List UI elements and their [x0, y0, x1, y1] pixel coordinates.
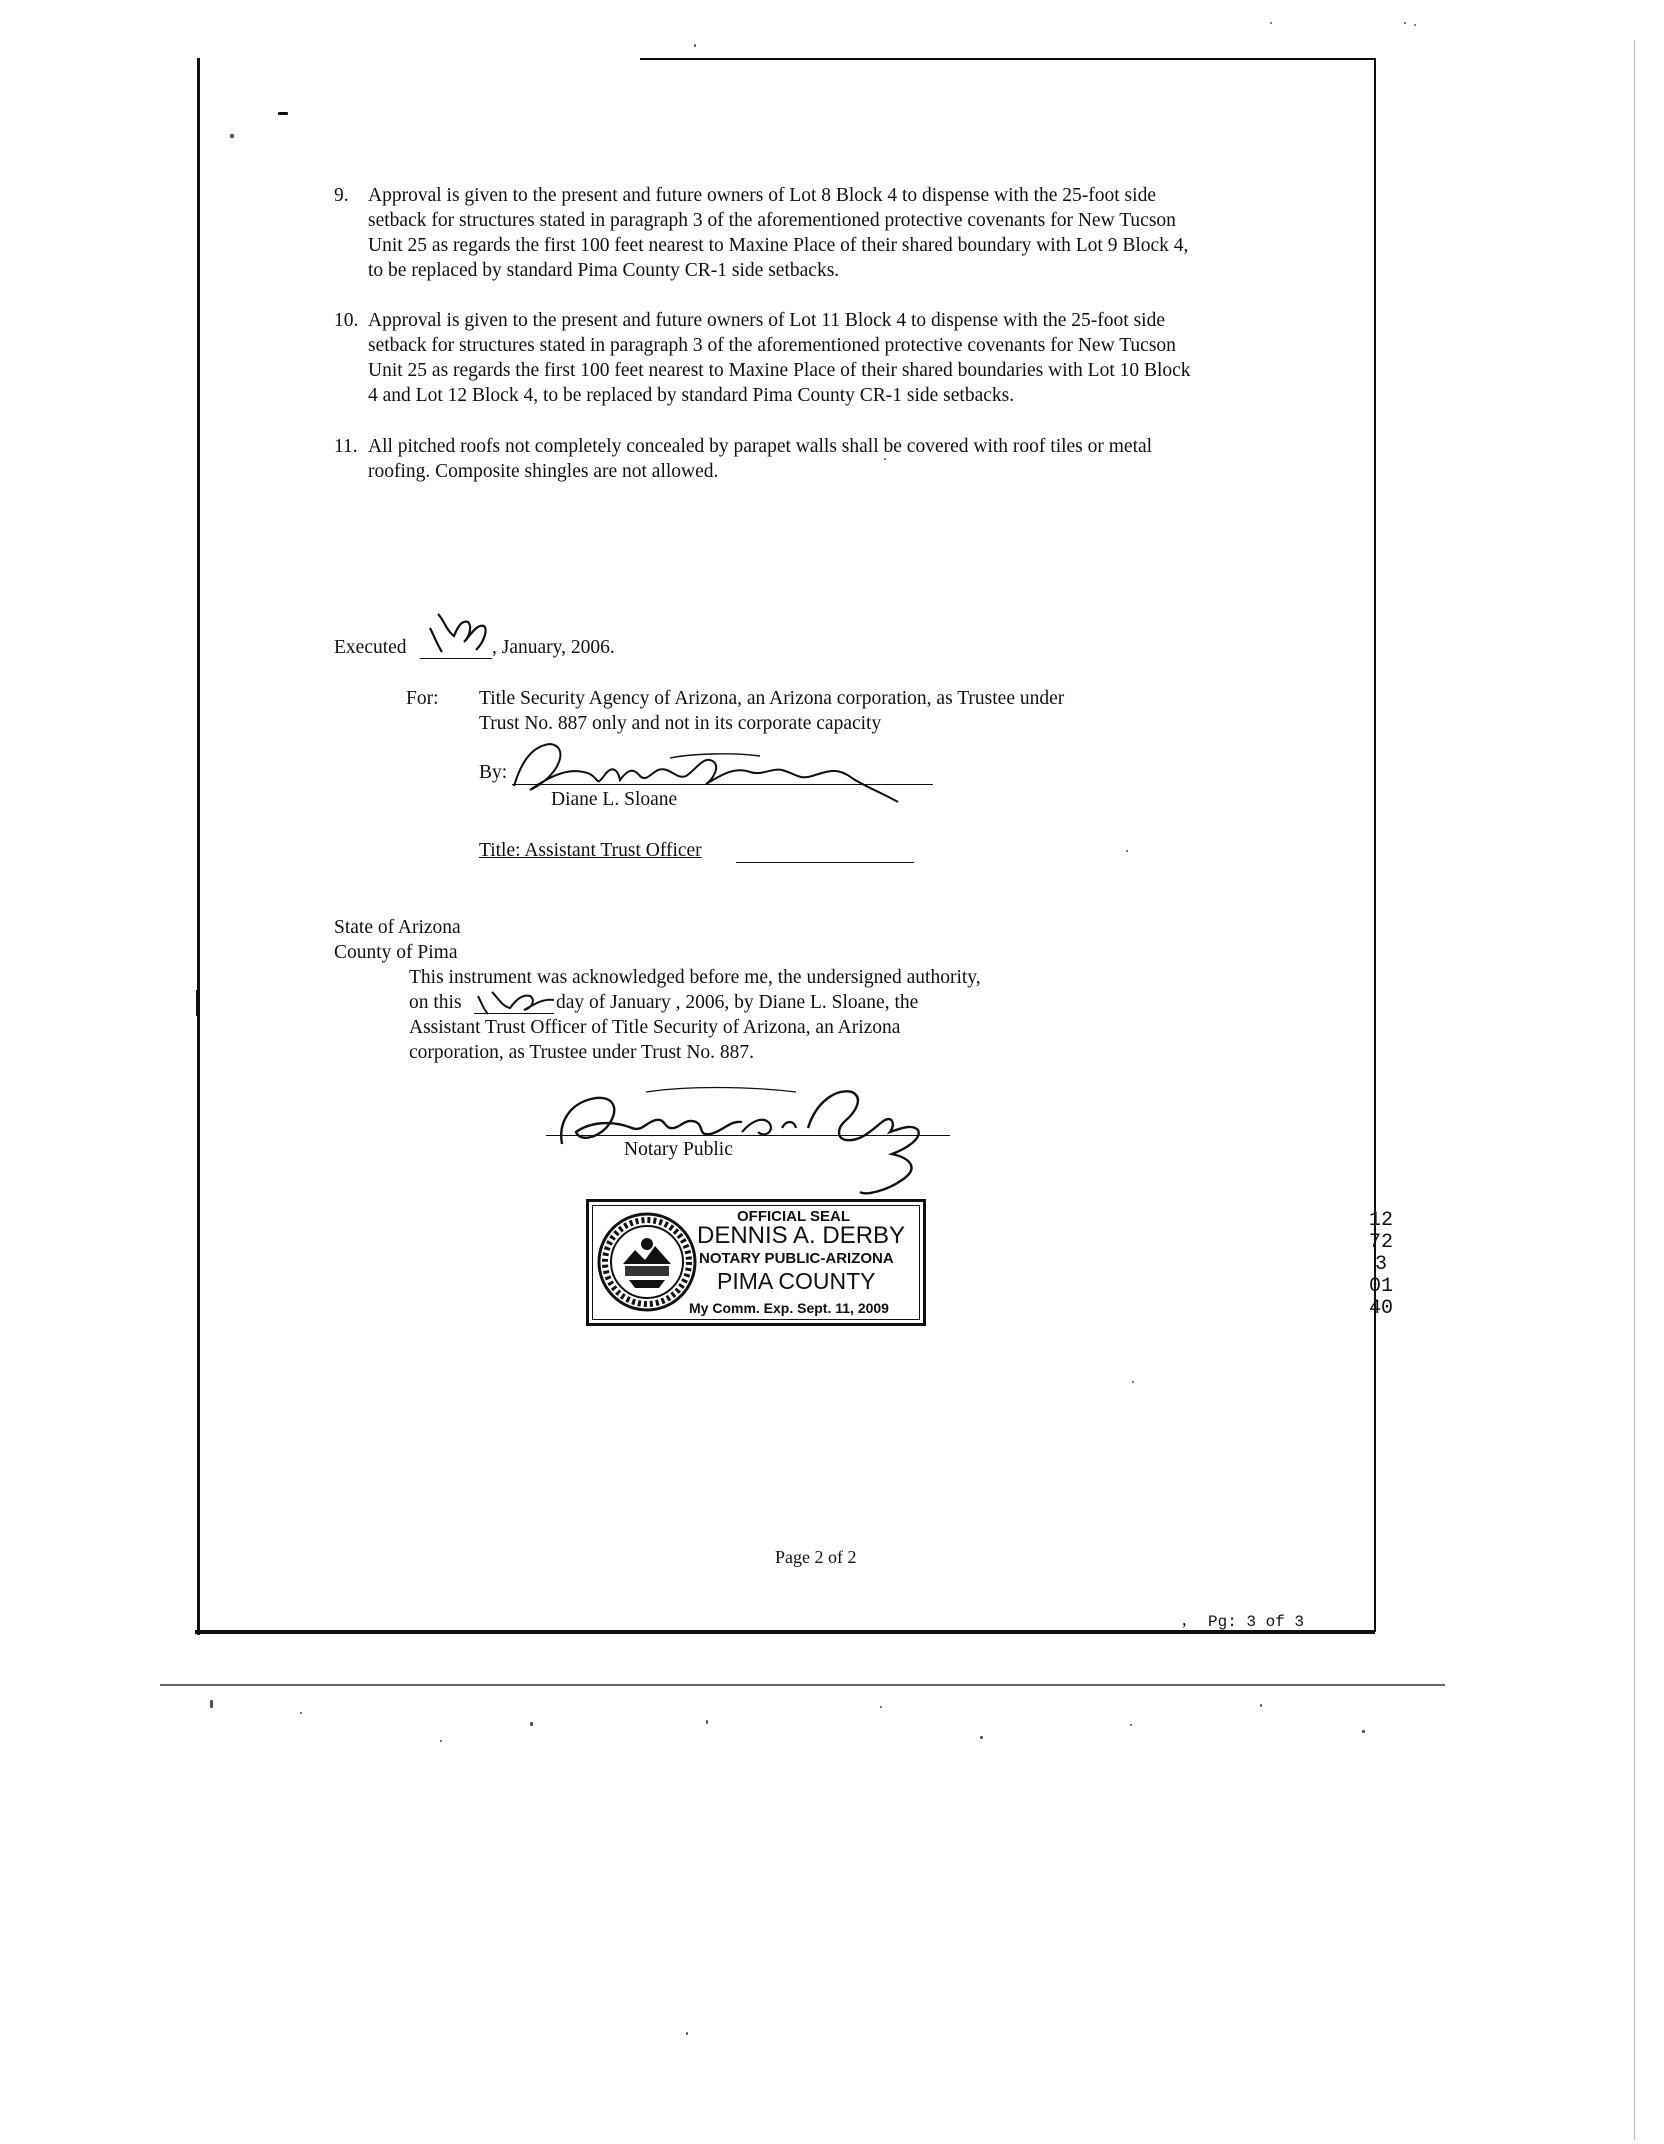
scan-speck	[1260, 1704, 1262, 1707]
acknowledgment-line-2-prefix: on this	[409, 992, 462, 1013]
scan-speck	[300, 1712, 302, 1714]
item-line: Approval is given to the present and future owners of Lot 11 Block 4 to dispense with the 25-foot side	[368, 310, 1165, 331]
scan-speck	[686, 2032, 688, 2035]
item-line: Unit 25 as regards the first 100 feet nearest to Maxine Place of their shared boundaries with Lot 10 Block	[368, 360, 1191, 381]
top-frame-line	[640, 58, 1376, 60]
scan-speck	[1414, 24, 1416, 26]
handwritten-day-mark-2	[472, 986, 562, 1018]
scan-speck	[1130, 1724, 1132, 1726]
left-tick-mark	[196, 990, 198, 1016]
scan-speck	[278, 112, 288, 115]
item-line: Approval is given to the present and future owners of Lot 8 Block 4 to dispense with the 25-foot side	[368, 185, 1156, 206]
item-line: 4 and Lot 12 Block 4, to be replaced by standard Pima County CR-1 side setbacks.	[368, 385, 1015, 406]
item-line: to be replaced by standard Pima County CR-1 side setbacks.	[368, 260, 840, 281]
item-line: All pitched roofs not completely concealed by parapet walls shall be covered with roof tiles or metal	[368, 436, 1153, 457]
notary-public-label: Notary Public	[624, 1139, 733, 1160]
page-number-footer: Page 2 of 2	[775, 1547, 857, 1567]
for-label: For:	[406, 688, 439, 709]
scan-speck	[706, 1720, 708, 1724]
trustee-line-1: Title Security Agency of Arizona, an Arizona corporation, as Trustee under	[479, 688, 1065, 709]
scan-speck	[1126, 850, 1128, 852]
scan-speck	[1132, 1381, 1134, 1383]
footer-comma: ,	[1182, 1609, 1187, 1629]
seal-commission-expiry: My Comm. Exp. Sept. 11, 2009	[689, 1300, 889, 1316]
arizona-state-seal-icon	[595, 1210, 699, 1314]
county-line: County of Pima	[334, 942, 458, 963]
item-number: 10.	[334, 310, 359, 331]
recorder-page-indicator: Pg: 3 of 3	[1208, 1613, 1305, 1631]
scan-speck	[210, 1700, 213, 1708]
executed-label: Executed	[334, 637, 407, 658]
scan-speck	[1362, 1730, 1365, 1733]
scan-speck	[1270, 22, 1272, 24]
scan-speck	[884, 458, 886, 460]
acknowledgment-line-4: corporation, as Trustee under Trust No. 887.	[409, 1042, 755, 1063]
state-line: State of Arizona	[334, 917, 461, 938]
acknowledgment-line-3: Assistant Trust Officer of Title Security of Arizona, an Arizona	[409, 1017, 901, 1038]
item-number: 11.	[334, 436, 358, 457]
signer-title: Title: Assistant Trust Officer	[479, 840, 702, 861]
left-margin-line	[197, 58, 200, 1635]
seal-county: PIMA COUNTY	[717, 1268, 876, 1294]
item-line: setback for structures stated in paragraph 3 of the aforementioned protective covenants for New Tucson	[368, 335, 1176, 356]
acknowledgment-line-2-suffix: day of January , 2006, by Diane L. Sloane, the	[556, 992, 919, 1013]
item-line: setback for structures stated in paragraph 3 of the aforementioned protective covenants for New Tucson	[368, 210, 1176, 231]
seal-notary-name: DENNIS A. DERBY	[697, 1222, 906, 1249]
bottom-frame-line	[195, 1630, 1375, 1634]
item-number: 9.	[334, 185, 349, 206]
scan-speck	[1404, 22, 1406, 24]
right-frame-line	[1374, 60, 1376, 1632]
notary-signature-line	[546, 1135, 950, 1136]
trustee-line-2: Trust No. 887 only and not in its corporate capacity	[479, 713, 882, 734]
scan-speck	[880, 1706, 882, 1708]
item-line: Unit 25 as regards the first 100 feet nearest to Maxine Place of their shared boundary with Lot 9 Block 4,	[368, 235, 1189, 256]
scan-speck	[980, 1736, 983, 1739]
seal-state-label: NOTARY PUBLIC-ARIZONA	[699, 1250, 894, 1267]
execution-date: , January, 2006.	[492, 637, 615, 658]
scan-speck	[694, 44, 696, 47]
scan-speck	[440, 1740, 442, 1742]
title-underline-extension	[736, 862, 914, 863]
acknowledgment-line-1: This instrument was acknowledged before me, the undersigned authority,	[409, 967, 981, 988]
date-blank-line	[420, 658, 492, 659]
scan-speck	[530, 1722, 533, 1726]
by-label: By:	[479, 762, 508, 783]
scan-edge-line	[160, 1684, 1445, 1686]
seal-official-label: OFFICIAL SEAL	[737, 1208, 851, 1225]
recording-number: 12723 0140	[1368, 1209, 1393, 1320]
notary-signature	[546, 1072, 956, 1202]
page-right-edge	[1634, 40, 1635, 2140]
notary-seal	[586, 1199, 926, 1326]
item-line: roofing. Composite shingles are not allowed.	[368, 461, 719, 482]
scan-speck	[230, 134, 234, 138]
signer-name: Diane L. Sloane	[551, 789, 678, 810]
